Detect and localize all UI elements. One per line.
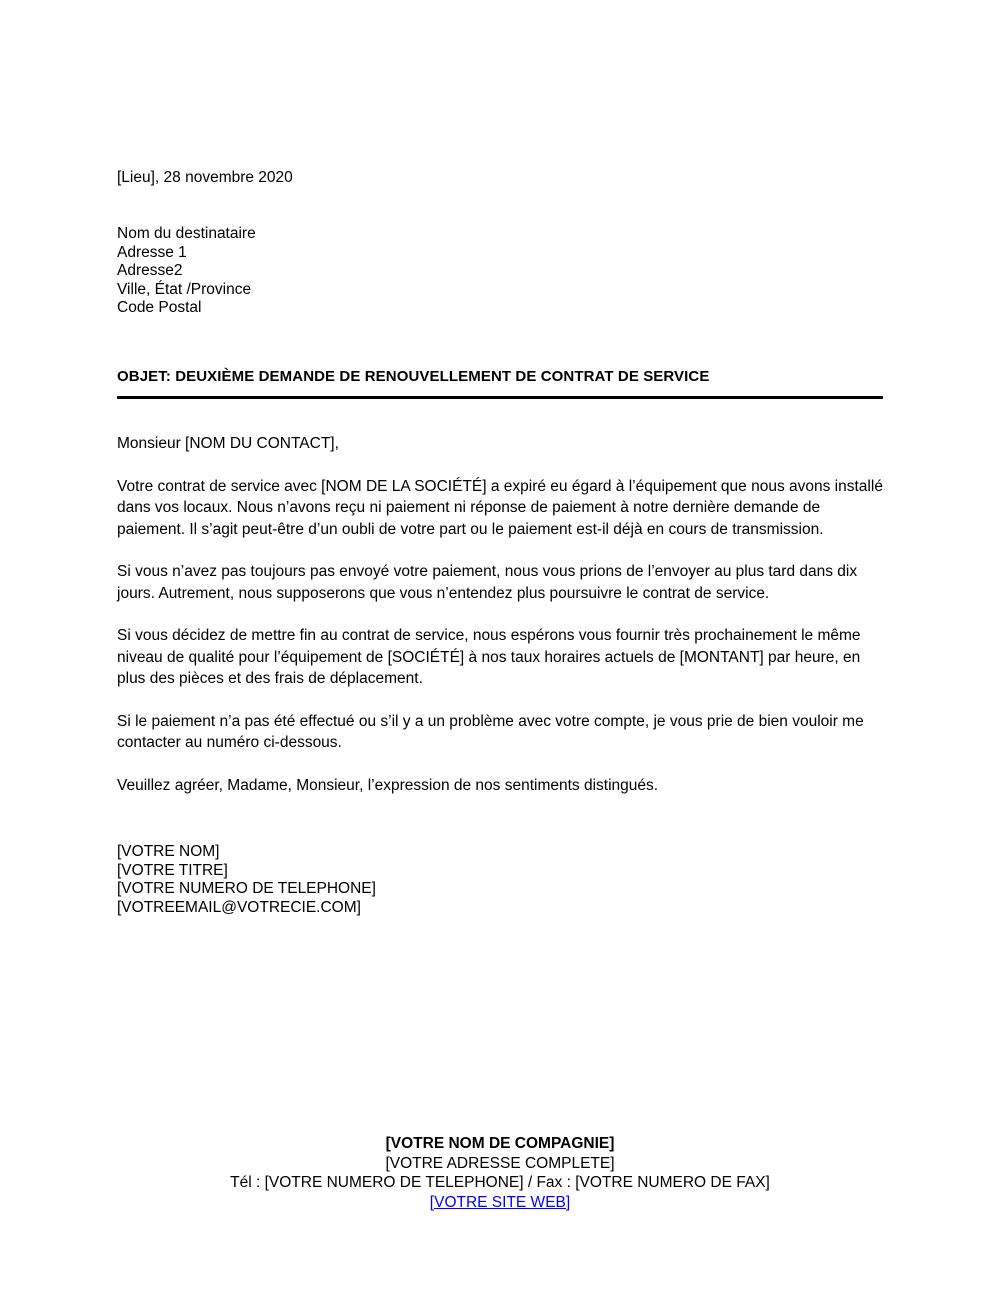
footer-website-link-wrapper <box>117 1193 883 1213</box>
date-line: [Lieu], 28 novembre 2020 <box>117 169 293 186</box>
signature-email: [VOTREEMAIL@VOTRECIE.COM] <box>117 898 361 916</box>
body-paragraph-2: Si vous n’avez pas toujours pas envoyé votre paiement, nous vous prions de l’envoyer au plus tard dans dix jours. Autrement, nous supposerons que vous n’entendez plus poursuivre le contrat de service. <box>117 563 858 602</box>
recipient-address-2: Adresse2 <box>117 262 183 280</box>
recipient-city-state: Ville, État /Province <box>117 280 252 298</box>
footer-company-name: [VOTRE NOM DE COMPAGNIE] <box>385 1135 615 1152</box>
closing-salutation: Veuillez agréer, Madame, Monsieur, l’expression de nos sentiments distingués. <box>117 776 659 794</box>
page-footer <box>117 1134 883 1212</box>
signature-phone: [VOTRE NUMERO DE TELEPHONE] <box>117 880 376 898</box>
recipient-address-block <box>117 225 256 318</box>
salutation: Monsieur [NOM DU CONTACT], <box>117 435 339 452</box>
body-paragraph-1: Votre contrat de service avec [NOM DE LA SOCIÉTÉ] a expiré eu égard à l’équipement que nous avons installé dans vos locaux. Nous n’avons reçu ni paiement ni réponse de paiement à notre dernière demande de paiement. Il s’agit peut-être d’un oubli de votre part ou le paiement est-il déjà en cours de transmission. <box>117 477 883 538</box>
signature-title: [VOTRE TITRE] <box>117 861 228 879</box>
footer-website-link[interactable]: [VOTRE SITE WEB] <box>429 1193 571 1211</box>
recipient-postal-code: Code Postal <box>117 299 202 317</box>
footer-phone-fax: Tél : [VOTRE NUMERO DE TELEPHONE] / Fax : [VOTRE NUMERO DE FAX] <box>230 1174 770 1192</box>
footer-address: [VOTRE ADRESSE COMPLETE] <box>385 1154 615 1172</box>
signature-name: [VOTRE NOM] <box>117 843 220 860</box>
subject-divider <box>117 396 883 399</box>
recipient-name: Nom du destinataire <box>117 225 256 242</box>
signature-block <box>117 843 376 917</box>
body-paragraph-4: Si le paiement n’a pas été effectué ou s’il y a un problème avec votre compte, je vous prie de bien vouloir me contacter au numéro ci-dessous. <box>117 712 864 751</box>
body-paragraph-3: Si vous décidez de mettre fin au contrat de service, nous espérons vous fournir très prochainement le même niveau de qualité pour l’équipement de [SOCIÉTÉ] à nos taux horaires actuels de [MONTANT] par heure, en plus des pièces et des frais de déplacement. <box>117 627 861 687</box>
subject-line: OBJET: DEUXIÈME DEMANDE DE RENOUVELLEMENT DE CONTRAT DE SERVICE <box>117 368 710 385</box>
recipient-address-1: Adresse 1 <box>117 243 187 261</box>
letter-body <box>117 433 883 817</box>
